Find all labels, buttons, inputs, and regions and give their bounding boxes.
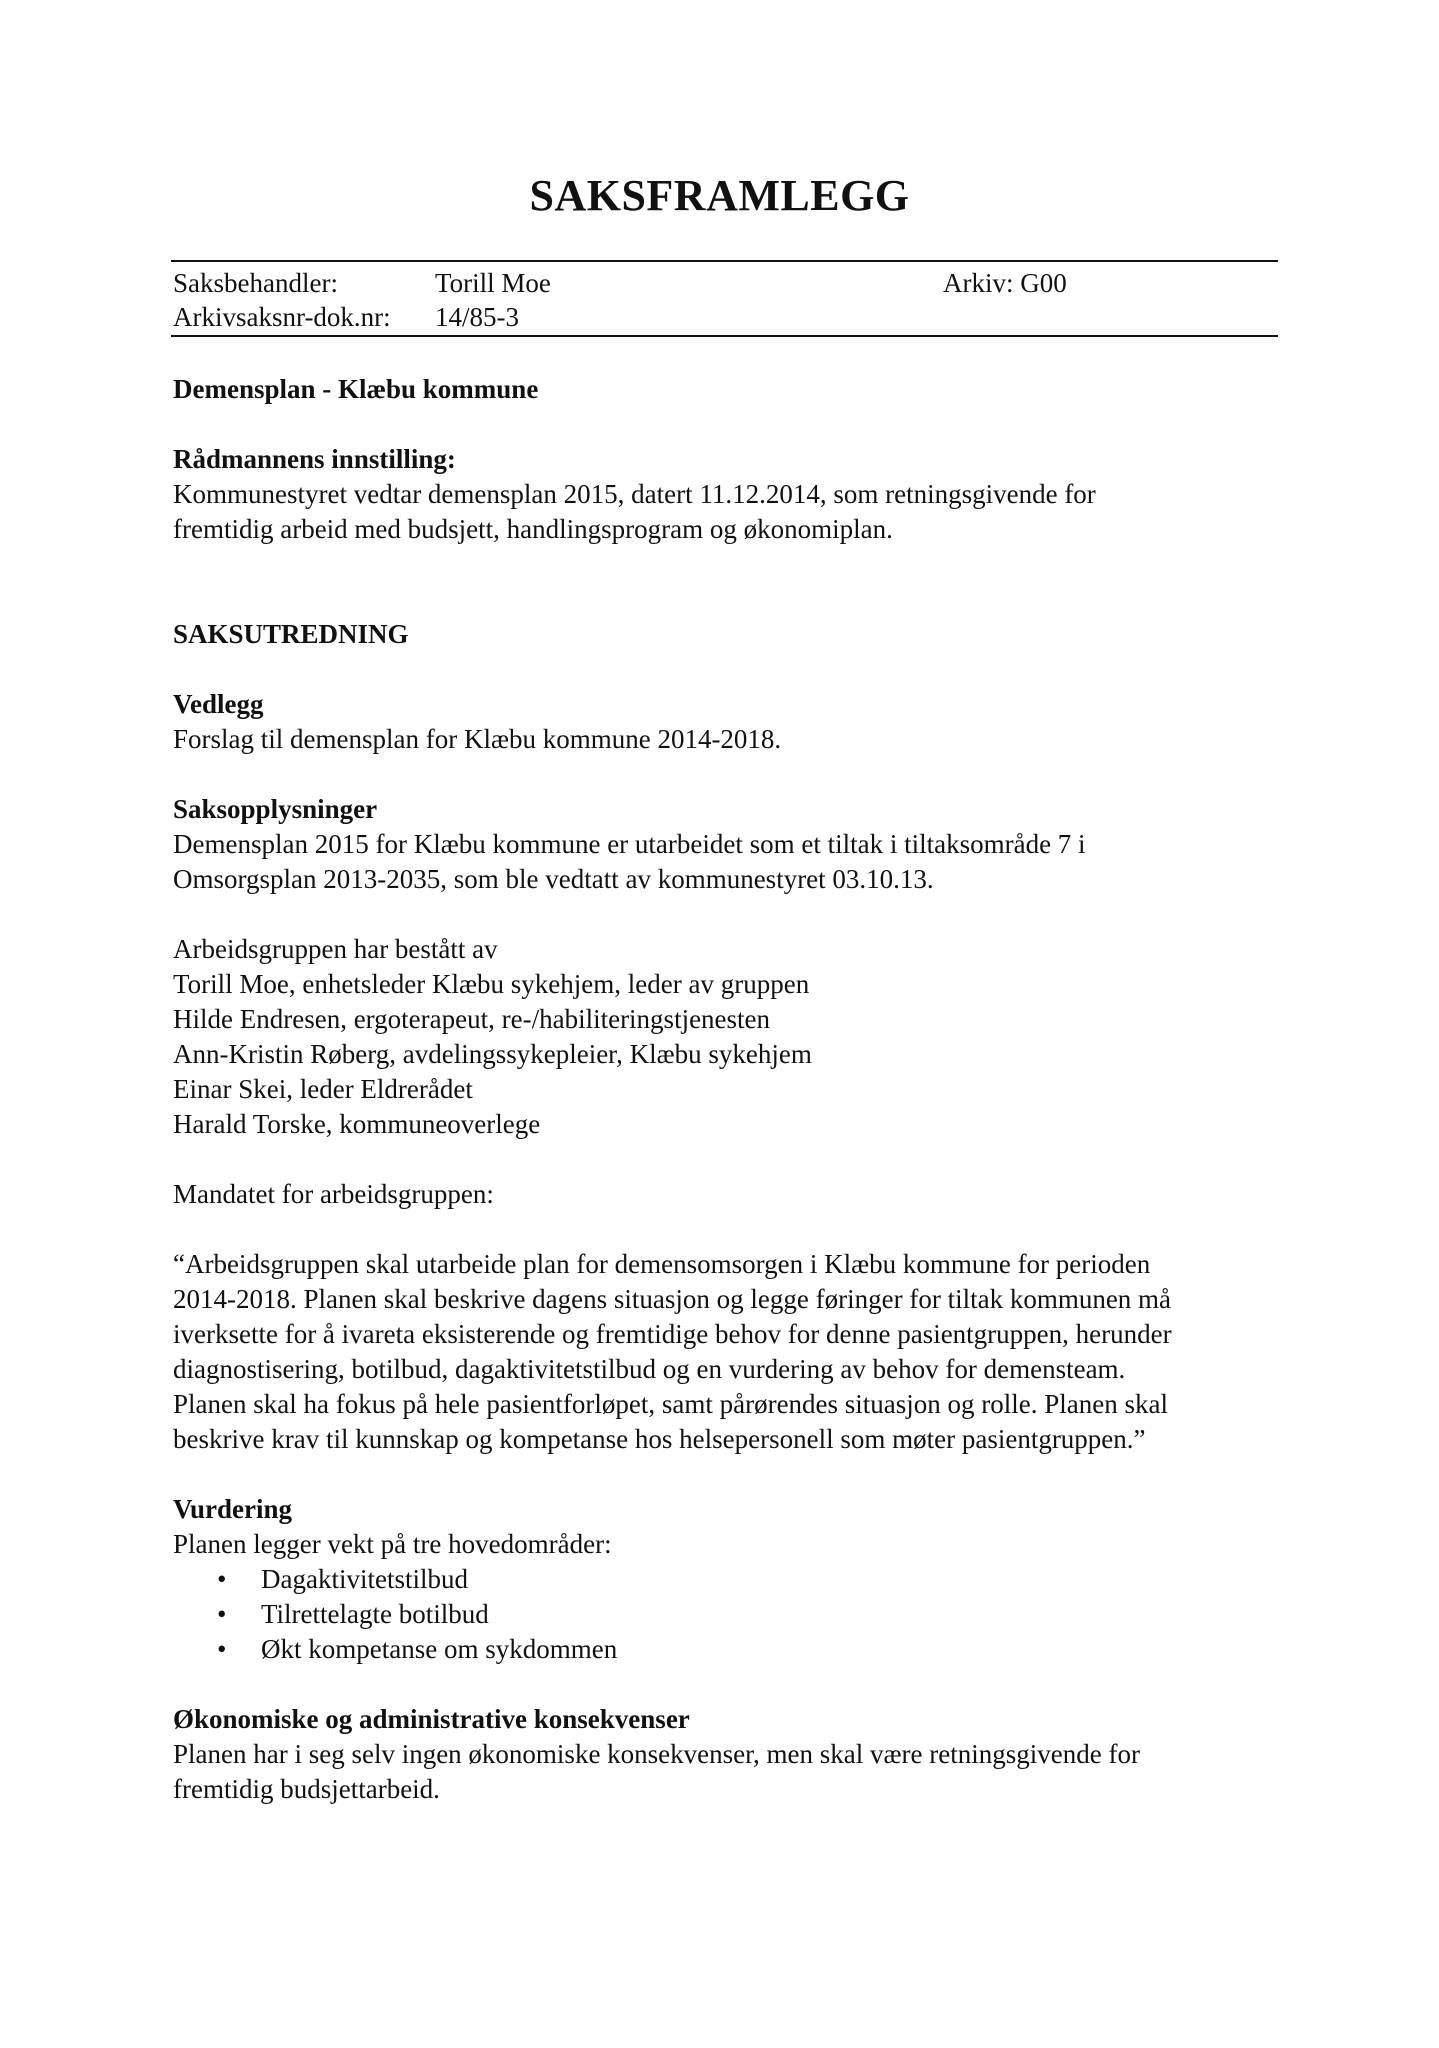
- list-item: [173, 1632, 1273, 1667]
- mandat-quote-line: diagnostisering, botilbud, dagaktivitetstilbud og en vurdering av behov for demensteam.: [173, 1354, 1126, 1384]
- arbeidsgruppe-member: Einar Skei, leder Eldrerådet: [173, 1074, 473, 1104]
- radmann-text-line: fremtidig arbeid med budsjett, handlingsprogram og økonomiplan.: [173, 514, 893, 544]
- list-item-text: Økt kompetanse om sykdommen: [261, 1634, 618, 1664]
- arbeidsgruppe-member: Torill Moe, enhetsleder Klæbu sykehjem, leder av gruppen: [173, 969, 810, 999]
- bullet-icon: •: [217, 1599, 227, 1629]
- mandat-quote-line: iverksette for å ivareta eksisterende og fremtidige behov for denne pasientgruppen, herunder: [173, 1319, 1172, 1349]
- vurdering-heading: Vurdering: [173, 1494, 293, 1524]
- saksopplysninger-line: Omsorgsplan 2013-2035, som ble vedtatt av kommunestyret 03.10.13.: [173, 864, 934, 894]
- mandat-quote-line: “Arbeidsgruppen skal utarbeide plan for demensomsorgen i Klæbu kommune for perioden: [173, 1249, 1151, 1279]
- header-top-rule: [171, 260, 1278, 262]
- list-item: [173, 1562, 1273, 1597]
- saksbehandler-label: Saksbehandler:: [173, 268, 338, 298]
- list-item: [173, 1597, 1273, 1632]
- arbeidsgruppe-member: Hilde Endresen, ergoterapeut, re-/habiliteringstjenesten: [173, 1004, 771, 1034]
- subject-heading: Demensplan - Klæbu kommune: [173, 374, 539, 404]
- arbeidsgruppe-intro: Arbeidsgruppen har bestått av: [173, 934, 498, 964]
- list-item-text: Tilrettelagte botilbud: [261, 1599, 489, 1629]
- saksutredning-heading: SAKSUTREDNING: [173, 619, 409, 649]
- vurdering-list: [173, 1562, 1273, 1667]
- mandat-quote-line: 2014-2018. Planen skal beskrive dagens situasjon og legge føringer for tiltak kommunen må: [173, 1284, 1172, 1314]
- bullet-icon: •: [217, 1564, 227, 1594]
- arbeidsgruppe-member: Harald Torske, kommuneoverlege: [173, 1109, 541, 1139]
- bullet-icon: •: [217, 1634, 227, 1664]
- arkivsaksnr-value: 14/85-3: [435, 302, 519, 332]
- mandat-quote-line: Planen skal ha fokus på hele pasientforløpet, samt pårørendes situasjon og rolle. Planen skal: [173, 1389, 1169, 1419]
- arbeidsgruppe-member: Ann-Kristin Røberg, avdelingssykepleier, Klæbu sykehjem: [173, 1039, 812, 1069]
- okonomi-text-line: Planen har i seg selv ingen økonomiske konsekvenser, men skal være retningsgivende for: [173, 1739, 1140, 1769]
- vedlegg-text: Forslag til demensplan for Klæbu kommune 2014-2018.: [173, 724, 782, 754]
- arkiv-code: Arkiv: G00: [943, 268, 1067, 298]
- header-bottom-rule: [171, 335, 1278, 337]
- arkivsaksnr-label: Arkivsaksnr-dok.nr:: [173, 302, 391, 332]
- saksbehandler-value: Torill Moe: [435, 268, 551, 298]
- radmann-text-line: Kommunestyret vedtar demensplan 2015, datert 11.12.2014, som retningsgivende for: [173, 479, 1096, 509]
- radmann-heading: Rådmannens innstilling:: [173, 444, 456, 474]
- mandat-intro: Mandatet for arbeidsgruppen:: [173, 1179, 494, 1209]
- okonomi-heading: Økonomiske og administrative konsekvenser: [173, 1704, 690, 1734]
- mandat-quote-line: beskrive krav til kunnskap og kompetanse hos helsepersonell som møter pasientgruppen.”: [173, 1424, 1146, 1454]
- okonomi-text-line: fremtidig budsjettarbeid.: [173, 1774, 440, 1804]
- document-body: [173, 372, 1273, 1807]
- document-title: SAKSFRAMLEGG: [529, 171, 910, 220]
- saksopplysninger-heading: Saksopplysninger: [173, 794, 378, 824]
- vedlegg-heading: Vedlegg: [173, 689, 264, 719]
- list-item-text: Dagaktivitetstilbud: [261, 1564, 468, 1594]
- vurdering-intro: Planen legger vekt på tre hovedområder:: [173, 1529, 612, 1559]
- saksopplysninger-line: Demensplan 2015 for Klæbu kommune er utarbeidet som et tiltak i tiltaksområde 7 i: [173, 829, 1086, 859]
